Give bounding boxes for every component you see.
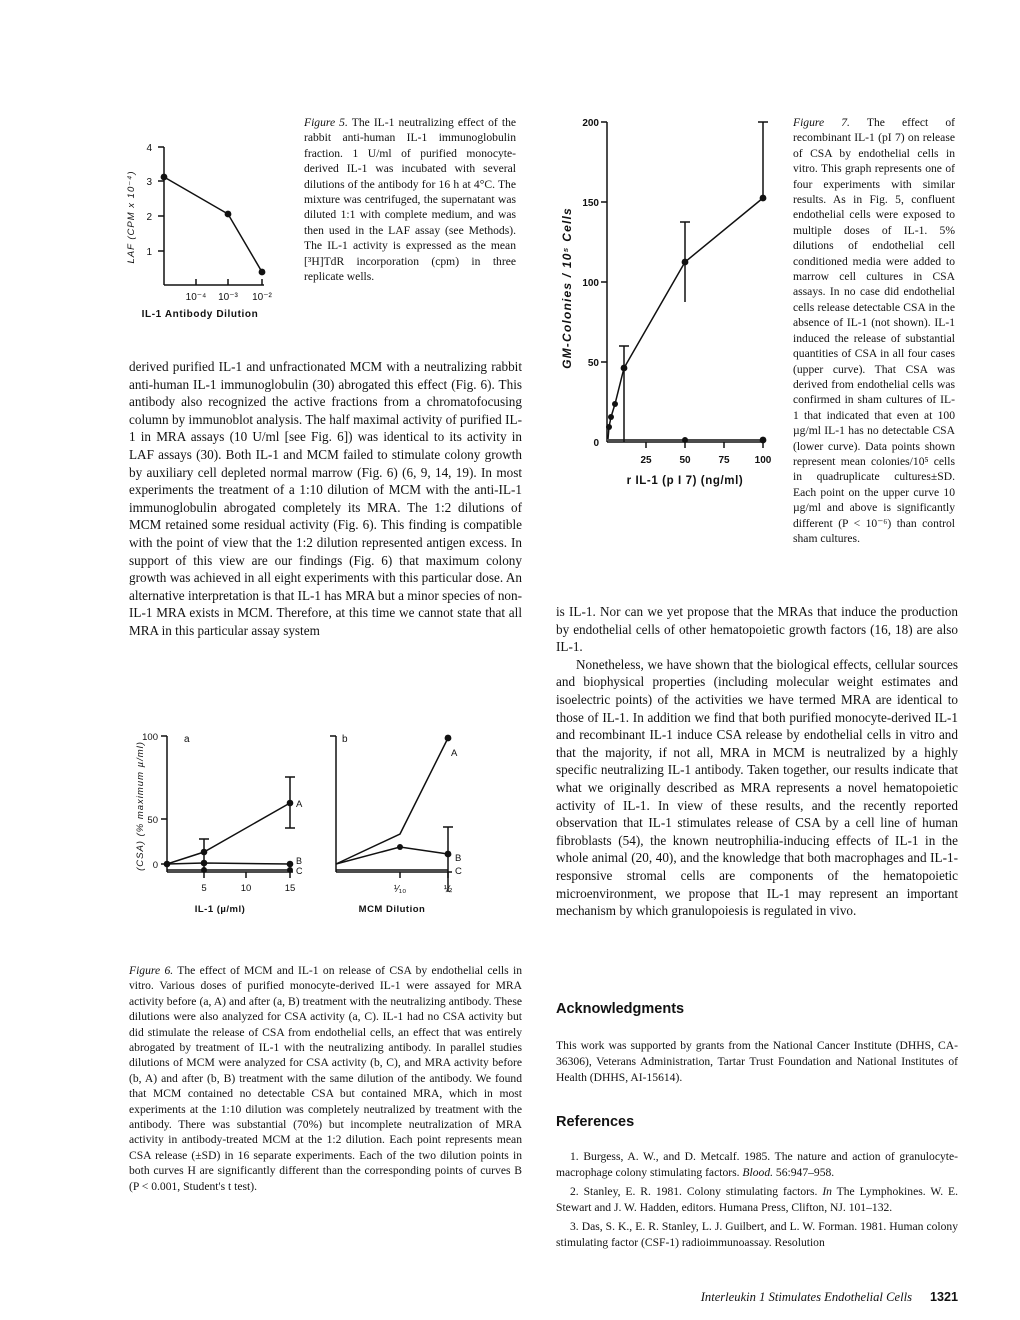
body-paragraph: Nonetheless, we have shown that the biological effects, cellular sources and biophysical properties (including molecular weight estimates and isoelectric points) of the activities we have termed MRA are identical to those of IL-1. In addition we find that both purified monocyte-derived IL-1 and recombinant IL-1 induce CSA release by endothelial cells in vitro and that the majority, if not all, MRA in MCM is neutralized by a highly specific neutralizing IL-1 antibody. Taken together, our results indicate that what we originally described as MRA represents a novel hematopoietic activity of IL-1. In view of these results, and the recently reported observation that IL-1 stimulates release of CSA by a cell line of human fibroblasts (54), the known neutrophilia-inducing effects of IL-1 in the whole animal (20, 40), and the knowledge that both macrophages and IL-1-responsive stromal cells are components of the hematopoietic microenvironment, we propose that IL-1 may represent an important mechanism by which granulopoiesis is regulated in vivo. [556, 656, 958, 919]
figure-6a-curve-a [167, 803, 290, 864]
figure-5-caption-label: Figure 5. [304, 116, 348, 129]
figure-7-ylabel: GM-Colonies / 10⁵ Cells [560, 207, 574, 369]
body-paragraph: derived purified IL-1 and unfractionated MCM with a neutralizing rabbit anti-human IL-1 immunoglobulin (30) abrogated this effect (Fig. 6). This antibody also recognized the active fractions from a chromatofocusing column by immunoblot analysis. The half maximal activity of purified IL-1 in MRA assays (10 U/ml [see Fig. 6]) was identical to its activity in LAF assays (30). Both IL-1 and MCM failed to stimulate colony growth by auxiliary cell depleted normal marrow (Fig. 6) (6, 9, 14, 19). In most experiments the treatment of a 1:10 dilution of MCM with the anti-IL-1 immunoglobulin abrogated completely its MRA. The 1:2 dilutions of MCM retained some residual activity (Fig. 6). This finding is compatible with the point of view that the 1:2 dilution represented antigen excess. In support of this view are our findings (Fig. 6) that maximum colony growth was achieved in all eight experiments with this particular dose. An alternative interpretation is that IL-1 has MRA but a minor species of non-IL-1 MRA exists in MCM. Therefore, at this time we cannot state that all MRA in this particular assay system [129, 359, 522, 638]
acknowledgments-heading: Acknowledgments [556, 1001, 685, 1017]
figure-6a-xtick: 15 [284, 883, 296, 894]
figure-6b-point [445, 735, 452, 742]
figure-6a-point [201, 860, 208, 867]
figure-7-caption-label: Figure 7. [793, 116, 850, 129]
figure-5-ytick: 3 [146, 177, 152, 188]
figure-5-ytick: 1 [146, 247, 152, 258]
figure-5-plot [112, 135, 292, 335]
figure-7-point [682, 259, 689, 266]
figure-6b-curve-label: C [455, 866, 462, 877]
figure-5-point [225, 211, 232, 218]
figure-7-point [760, 437, 767, 444]
page-number: 1321 [929, 1290, 958, 1304]
figure-7-point [682, 437, 688, 443]
figure-6b-curve-a [336, 738, 448, 864]
figure-6b-xtick: ½ [443, 884, 453, 895]
figure-7-point [760, 195, 767, 202]
running-title: Interleukin 1 Stimulates Endothelial Cells [700, 1290, 912, 1304]
figure-6a-curve-label: A [296, 799, 303, 810]
reference-item: 3. Das, S. K., E. R. Stanley, L. J. Guilbert, and L. W. Forman. 1981. Human colony stimulating factor (CSF-1) radioimmunoassay. Resolution [556, 1220, 958, 1249]
figure-7-ytick: 200 [582, 118, 599, 129]
figure-6-caption [129, 963, 522, 1194]
figure-7-caption-narrow [793, 115, 955, 545]
figure-6b-panel-label: b [342, 734, 348, 745]
figure-6a-point [287, 867, 293, 873]
figure-6b-xtick: ¹⁄₁₀ [393, 884, 407, 895]
figure-6 [130, 724, 520, 954]
figure-5-caption [304, 115, 516, 284]
figure-7-plot [535, 112, 790, 494]
figure-5-point [259, 269, 266, 276]
figure-6b-curve-label: B [455, 853, 462, 864]
figure-7-ytick: 0 [593, 438, 599, 449]
figure-7-ytick: 100 [582, 278, 599, 289]
figure-5-curve [164, 177, 262, 272]
figure-6-ytick: 50 [147, 815, 158, 826]
figure-6a-point [287, 861, 294, 868]
figure-6a-curve-label: B [296, 856, 303, 866]
figure-7-point [612, 401, 618, 407]
reference-item: 1. Burgess, A. W., and D. Metcalf. 1985. The nature and action of granulocyte-macrophage colony stimulating factors. Blood. 56:947–958. [556, 1150, 958, 1179]
figure-7-point [608, 414, 614, 420]
figure-5-ytick: 2 [146, 212, 152, 223]
figure-7-point [606, 424, 612, 430]
figure-5-xtick: 10⁻² [252, 292, 272, 303]
figure-5-ytick: 4 [146, 143, 152, 154]
figure-6a-point [201, 849, 208, 856]
figure-6b-curve-label: A [451, 748, 458, 759]
figure-6b-xlabel: MCM Dilution [358, 904, 426, 915]
figure-7-xtick: 50 [679, 455, 691, 466]
figure-6a-point [201, 867, 207, 873]
figure-7-caption-text: The effect of recombinant IL-1 (pI 7) on release of CSA by endothelial cells in vitro. This graph represents one of four experiments with similar results. As in Fig. 5, confluent endothelial cells were exposed to multiple doses of IL-1. 5% dilutions of endothelial cell conditioned media were added to marrow cell cultures in CSA assays. In no case did endothelial cells release detectable CSA in the absence of IL-1 (not shown). IL-1 induced the release of substantial quantities of CSA in all four cases (upper curve). That CSA was derived from endothelial cells was confirmed in sham cultures of IL-1 that indicated that even at 100 µg/ml IL-1 has no detectable CSA (lower curve). Data points shown represent mean colonies/10⁵ cells in quadruplicate cultures±SD. Each point on the upper curve 10 µg/ml and above is significantly different (P < 10⁻⁶) than control sham cultures. [793, 116, 955, 545]
figure-5 [112, 135, 292, 335]
figure-6-caption-text: The effect of MCM and IL-1 on release of CSA by endothelial cells in vitro. Various doses of purified monocyte-derived IL-1 were assayed for MRA activity before (a, A) and after (a, B) treatment with the neutralizing antibody. These dilutions were also analyzed for CSA activity (a, C). IL-1 had no CSA activity but did stimulate the release of CSA from endothelial cells, an effect that was entirely abrogated by treatment of IL-1 with the neutralizing antibody. In parallel studies dilutions of MCM were analyzed for CSA activity (b, C), and MRA activity before (b, A) and after (b, B) treatment with the same dilution of the antibody. We found that MCM contained no detectable CSA but contained MRA, which in most experiments at the 1:10 dilution was completely neutralized by treatment with the antibody. There was substantial (70%) but incomplete neutralization of MRA activity in antibody-treated MCM at the 1:2 dilution. Each point represents mean CSA release (±SD) in 16 separate experiments. Each of the two dilution points in both curves H are significantly different than the corresponding points of curves B (P < 0.001, Student's t test). [129, 964, 523, 1193]
body-left-column [129, 358, 522, 640]
figure-6a-xtick: 10 [240, 883, 252, 894]
figure-7-xtick: 25 [640, 455, 652, 466]
figure-5-ylabel: LAF (CPM x 10⁻⁴) [126, 170, 137, 264]
acknowledgments-text: This work was supported by grants from the National Cancer Institute (DHHS, CA-36306), Veterans Administration, Tartar Trust Foundation and National Institutes of Health (DHHS, AI-15614). [556, 1039, 958, 1084]
figure-6a-xtick: 5 [201, 883, 207, 894]
figure-6b-point [397, 844, 403, 850]
figure-6-ytick: 0 [152, 860, 158, 871]
figure-6b-point [445, 851, 452, 858]
figure-5-xlabel: IL-1 Antibody Dilution [141, 309, 259, 320]
reference-item: 2. Stanley, E. R. 1981. Colony stimulating factors. In The Lymphokines. W. E. Stewart and J. W. Hadden, editors. Humana Press, Clifton, NJ. 101–132. [556, 1185, 958, 1214]
figure-6a-xlabel: IL-1 (µ/ml) [194, 904, 246, 915]
figure-6-ylabel: (CSA) (% maximum µ/ml) [135, 741, 146, 871]
figure-6a-point [287, 800, 294, 807]
figure-7-point [621, 365, 628, 372]
figure-5-xtick: 10⁻⁴ [185, 292, 207, 303]
figure-7-xtick: 75 [718, 455, 730, 466]
figure-6-ytick: 100 [142, 732, 158, 743]
figure-6-caption-label: Figure 6. [129, 964, 174, 977]
figure-6a-point [164, 861, 171, 868]
figure-7-xtick: 100 [754, 455, 772, 466]
references-list [556, 1149, 958, 1255]
figure-6a-panel-label: a [184, 734, 190, 745]
figure-6a-curve-label: C [296, 866, 303, 876]
figure-5-xtick: 10⁻³ [218, 292, 238, 303]
figure-5-caption-text: The IL-1 neutralizing effect of the rabbit anti-human IL-1 immunoglobulin fraction. 1 U/ml of purified monocyte-derived IL-1 was incubated with several dilutions of the antibody for 16 h at 4°C. The mixture was centrifuged, the supernatant was diluted 1:1 with complete medium, and was then used in the LAF assay (see Methods). The IL-1 activity is expressed as the mean [³H]TdR incorporation (cpm) in three replicate wells. [304, 116, 517, 284]
figure-6-plot [130, 724, 520, 954]
page-footer [701, 1290, 958, 1305]
figure-7-ytick: 150 [582, 198, 599, 209]
figure-7-xlabel: r IL-1 (p I 7) (ng/ml) [626, 475, 744, 487]
body-paragraph: is IL-1. Nor can we yet propose that the MRAs that induce the production by endothelial cells of other hematopoietic growth factors (16, 18) are also IL-1. [556, 604, 958, 655]
body-right-column [556, 603, 958, 920]
figure-7 [535, 112, 790, 494]
figure-7-ytick: 50 [587, 358, 599, 369]
references-heading: References [556, 1114, 635, 1130]
figure-5-point [161, 174, 168, 181]
figure-6a-curve-b [167, 863, 290, 864]
